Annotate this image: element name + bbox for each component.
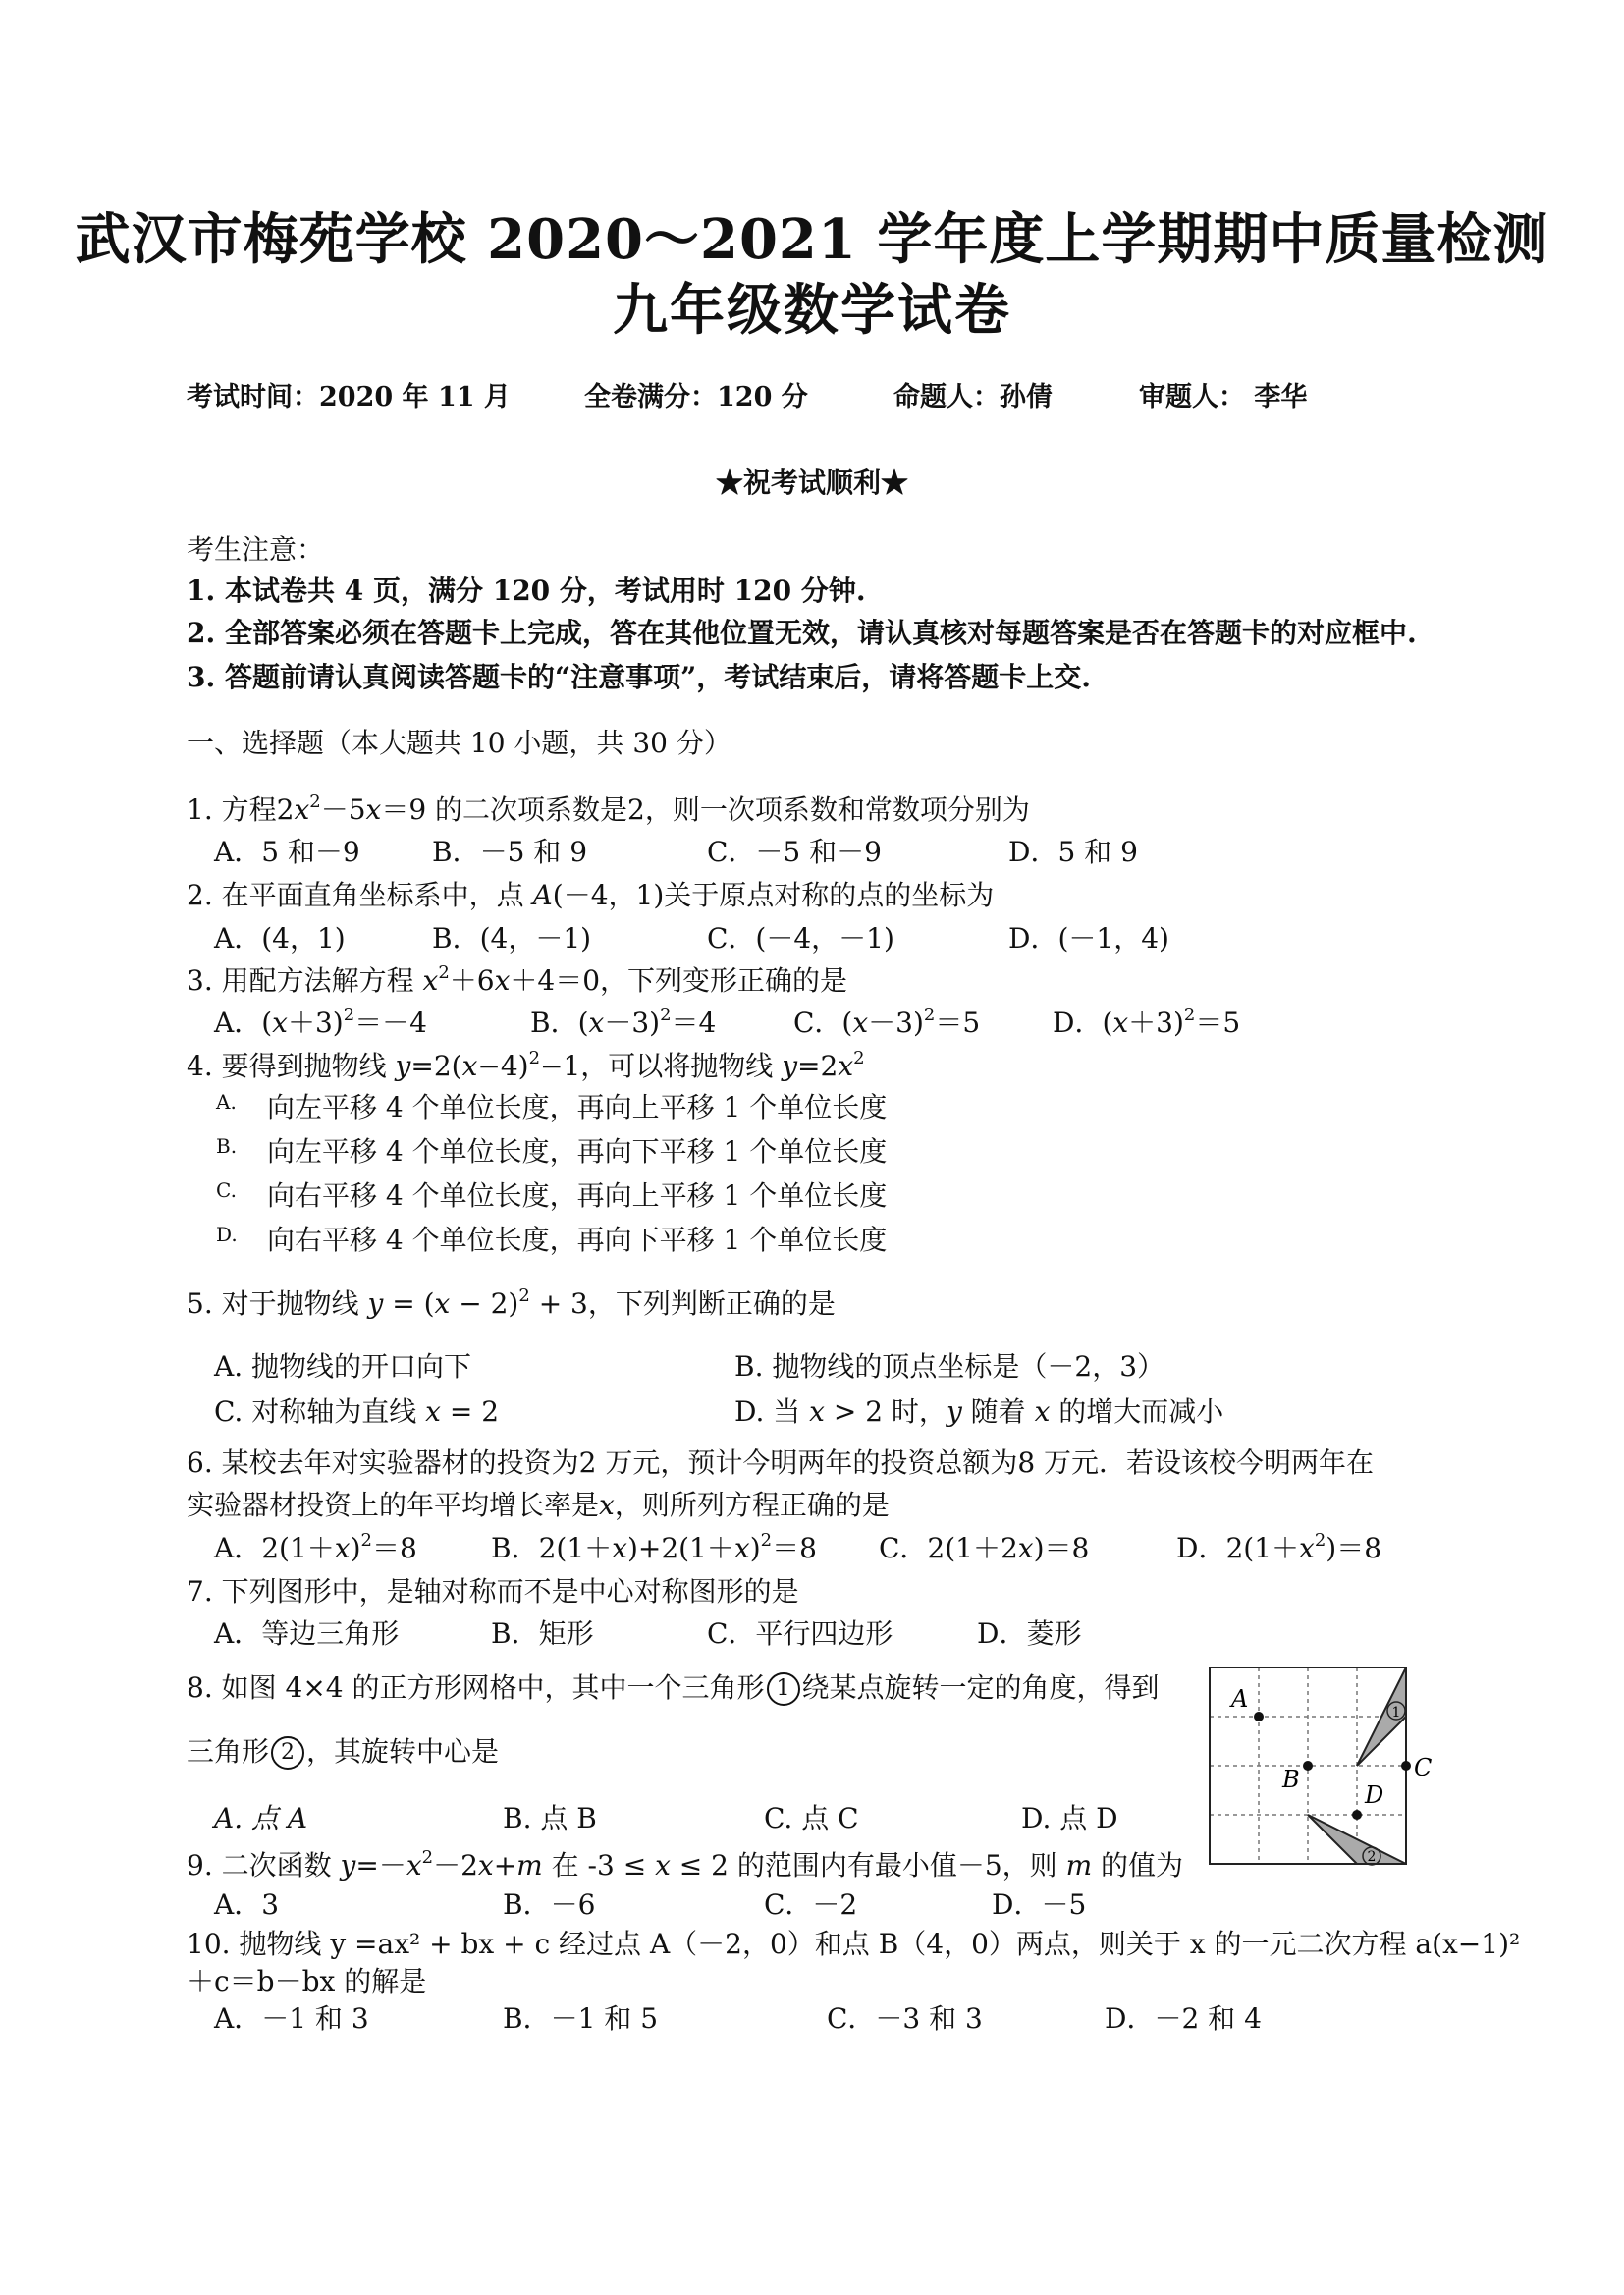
q1-option-c: C．－5 和－9 — [707, 836, 882, 868]
label-a: A — [1231, 1685, 1249, 1713]
exam-title-line2: 九年级数学试卷 — [613, 278, 1011, 343]
q9-option-c: C．－2 — [764, 1888, 858, 1921]
question-7-stem: 7. 下列图形中，是轴对称而不是中心对称图形的是 — [187, 1575, 799, 1608]
q1-option-d: D．5 和 9 — [1008, 836, 1138, 868]
q9-option-a: A．3 — [214, 1888, 280, 1921]
q10-option-a: A．－1 和 3 — [214, 2002, 369, 2035]
question-1-stem: 1. 方程$2x^2-5x=9$ 的二次项系数是2，则一次项系数和常数项分别为 — [187, 792, 1030, 826]
question-9-stem: 9. 二次函数 $y=-x^2-2x+m$ 在 -3 ≤ x ≤ 2 的范围内有最小值－5，则 m 的值为 — [187, 1847, 1184, 1882]
q6-option-a: A．$2(1+x)^2=8$ — [214, 1530, 417, 1564]
q3-option-a: A．$(x+3)^2=-4$ — [214, 1005, 427, 1039]
full-score: 全卷满分：120 分 — [584, 382, 808, 412]
q10-option-b: B．－1 和 5 — [503, 2002, 659, 2035]
triangle-1-number: 1 — [1391, 1705, 1401, 1721]
q1-option-b: B．－5 和 9 — [432, 836, 588, 868]
q8-option-b: B. 点 B — [503, 1802, 597, 1834]
blessing: ★祝考试顺利★ — [715, 466, 908, 499]
q1-option-a: A．5 和－9 — [214, 836, 360, 868]
q4-option-letter: A. — [216, 1090, 237, 1114]
q4-option-letter: B. — [216, 1134, 238, 1158]
q5-option-b: B. 抛物线的顶点坐标是（－2，3） — [734, 1350, 1165, 1383]
point-b — [1303, 1761, 1313, 1771]
question-10-stem: 10. 抛物线 y =ax² + bx + c 经过点 A（－2，0）和点 B（4，0）两点，则关于 x 的一元二次方程 a(x−1)² — [187, 1928, 1521, 1960]
q3-option-b: B．$(x-3)^2=4$ — [530, 1005, 717, 1039]
triangle-2-number: 2 — [1367, 1849, 1377, 1865]
q7-option-c: C．平行四边形 — [707, 1617, 893, 1650]
q4-option-b: 向左平移 4 个单位长度，再向下平移 1 个单位长度 — [267, 1135, 888, 1168]
q3-option-c: C．$(x-3)^2=5$ — [793, 1005, 981, 1039]
q2-option-b: B．(4，－1) — [432, 922, 592, 955]
exam-title-line1: 武汉市梅苑学校 2020～2021 学年度上学期期中质量检测 — [75, 207, 1549, 272]
q4-option-c: 向右平移 4 个单位长度，再向上平移 1 个单位长度 — [267, 1179, 888, 1212]
point-d — [1352, 1810, 1362, 1820]
q2-option-a: A．(4，1) — [214, 922, 346, 955]
q5-option-c: C. 对称轴为直线 x = 2 — [214, 1395, 500, 1428]
question-5-stem: 5. 对于抛物线 $y = (x - 2)^2 + 3$，下列判断正确的是 — [187, 1285, 836, 1320]
q10-option-c: C．－3 和 3 — [827, 2002, 983, 2035]
label-b: B — [1282, 1766, 1300, 1793]
q8-option-c: C. 点 C — [764, 1802, 859, 1834]
notice-item: 1. 本试卷共 4 页，满分 120 分，考试用时 120 分钟. — [187, 574, 866, 607]
q8-option-a: A. 点 A — [214, 1802, 308, 1834]
label-c: C — [1414, 1754, 1433, 1781]
triangle-2 — [1308, 1815, 1406, 1864]
q9-option-d: D．－5 — [992, 1888, 1087, 1921]
section-heading: 一、选择题（本大题共 10 小题，共 30 分） — [187, 727, 731, 759]
question-8-stem-line2: 三角形 2 ，其旋转中心是 — [187, 1735, 500, 1768]
question-author: 命题人：孙倩 — [893, 382, 1053, 412]
q6-option-b: B．$2(1+x)+2(1+x)^2=8$ — [491, 1530, 817, 1564]
q7-option-d: D．菱形 — [977, 1617, 1082, 1650]
exam-time: 考试时间：2020 年 11 月 — [187, 382, 511, 412]
question-2-stem: 2. 在平面直角坐标系中，点 A(－4，1)关于原点对称的点的坐标为 — [187, 879, 995, 911]
question-6-stem: 6. 某校去年对实验器材的投资为2 万元，预计今明两年的投资总额为8 万元．若设该校今明两年在 — [187, 1447, 1375, 1479]
q5-option-d: D. 当 x > 2 时，y 随着 x 的增大而减小 — [734, 1395, 1224, 1428]
q7-option-a: A．等边三角形 — [214, 1617, 400, 1650]
question-reviewer: 审题人： 李华 — [1139, 382, 1308, 412]
question-6-stem-line2: 实验器材投资上的年平均增长率是x，则所列方程正确的是 — [187, 1489, 890, 1521]
q3-option-d: D．$(x+3)^2=5$ — [1053, 1005, 1241, 1039]
point-a — [1254, 1712, 1264, 1721]
question-10-stem-line2: ＋c＝b－bx 的解是 — [187, 1965, 427, 1997]
question-3-stem: 3. 用配方法解方程 $x^2+6x+4=0$，下列变形正确的是 — [187, 962, 848, 997]
q6-option-d: D．$2(1+x^2)=8$ — [1176, 1530, 1382, 1564]
exam-info-row — [187, 375, 1463, 414]
q4-option-d: 向右平移 4 个单位长度，再向下平移 1 个单位长度 — [267, 1224, 888, 1256]
q4-option-a: 向左平移 4 个单位长度，再向上平移 1 个单位长度 — [267, 1091, 888, 1123]
notice-item: 3. 答题前请认真阅读答题卡的“注意事项”，考试结束后，请将答题卡上交. — [187, 661, 1091, 693]
q6-option-c: C．2(1＋2x)＝8 — [879, 1532, 1090, 1564]
rotation-grid-figure — [1208, 1660, 1443, 1871]
q2-option-d: D．(－1，4) — [1008, 922, 1169, 955]
question-8-stem: 8. 如图 4×4 的正方形网格中，其中一个三角形 1 绕某点旋转一定的角度，得到 — [187, 1671, 1160, 1704]
notice-item: 2. 全部答案必须在答题卡上完成，答在其他位置无效，请认真核对每题答案是否在答题卡的对应框中. — [187, 617, 1417, 649]
point-c — [1401, 1761, 1411, 1771]
notice-heading: 考生注意： — [187, 533, 325, 566]
q8-option-d: D. 点 D — [1021, 1802, 1118, 1834]
q4-option-letter: C. — [216, 1178, 237, 1202]
q2-option-c: C．(－4，－1) — [707, 922, 894, 955]
q5-option-a: A. 抛物线的开口向下 — [214, 1350, 472, 1383]
question-4-stem: 4. 要得到抛物线 $y=2(x-4)^2-1$，可以将抛物线 $y=2x^2$ — [187, 1048, 865, 1082]
label-d: D — [1365, 1781, 1384, 1809]
q4-option-letter: D. — [216, 1223, 238, 1246]
q9-option-b: B．－6 — [503, 1888, 596, 1921]
q10-option-d: D．－2 和 4 — [1105, 2002, 1262, 2035]
q7-option-b: B．矩形 — [491, 1617, 594, 1650]
